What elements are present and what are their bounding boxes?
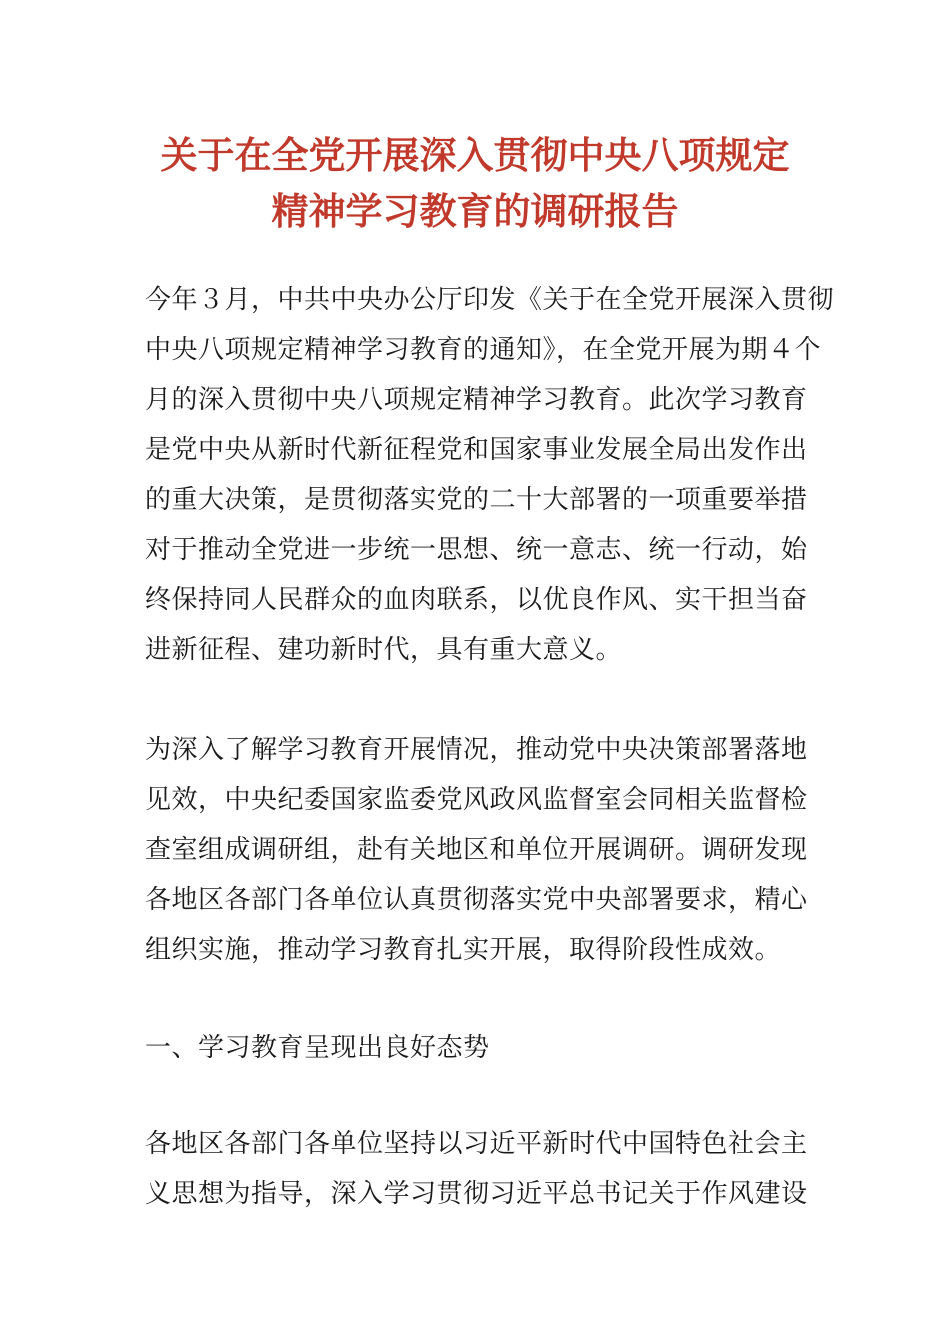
paragraph-line: 为深入了解学习教育开展情况，推动党中央决策部署落地: [145, 735, 808, 765]
section-heading-text: 一、学习教育呈现出良好态势: [145, 1033, 490, 1063]
paragraph-line: 月的深入贯彻中央八项规定精神学习教育。此次学习教育: [145, 385, 808, 415]
paragraph-1: [145, 275, 835, 675]
paragraph-3: [145, 1119, 810, 1219]
title-line-2: 精神学习教育的调研报告: [271, 189, 679, 233]
paragraph-line: 是党中央从新时代新征程党和国家事业发展全局出发作出: [145, 435, 808, 465]
paragraph-line: 各地区各部门各单位认真贯彻落实党中央部署要求，精心: [145, 885, 808, 915]
paragraph-line: 对于推动全党进一步统一思想、统一意志、统一行动，始: [145, 535, 808, 565]
title-line-1: 关于在全党开展深入贯彻中央八项规定: [160, 133, 790, 177]
paragraph-line: 的重大决策，是贯彻落实党的二十大部署的一项重要举措: [145, 485, 808, 515]
paragraph-line: 见效，中央纪委国家监委党风政风监督室会同相关监督检: [145, 785, 808, 815]
paragraph-line: 查室组成调研组，赴有关地区和单位开展调研。调研发现: [145, 835, 808, 865]
paragraph-line: 终保持同人民群众的血肉联系，以优良作风、实干担当奋: [145, 585, 808, 615]
paragraph-2: [145, 725, 810, 975]
paragraph-line: 各地区各部门各单位坚持以习近平新时代中国特色社会主: [145, 1129, 808, 1159]
paragraph-line: 义思想为指导，深入学习贯彻习近平总书记关于作风建设: [145, 1179, 808, 1209]
paragraph-line: 今年３月，中共中央办公厅印发《关于在全党开展深入贯彻: [145, 285, 835, 315]
document-title: [100, 127, 850, 239]
paragraph-line: 中央八项规定精神学习教育的通知》，在全党开展为期４个: [145, 335, 822, 365]
paragraph-line: 组织实施，推动学习教育扎实开展，取得阶段性成效。: [145, 935, 782, 965]
section-heading: [145, 1023, 810, 1073]
paragraph-line: 进新征程、建功新时代，具有重大意义。: [145, 635, 623, 665]
